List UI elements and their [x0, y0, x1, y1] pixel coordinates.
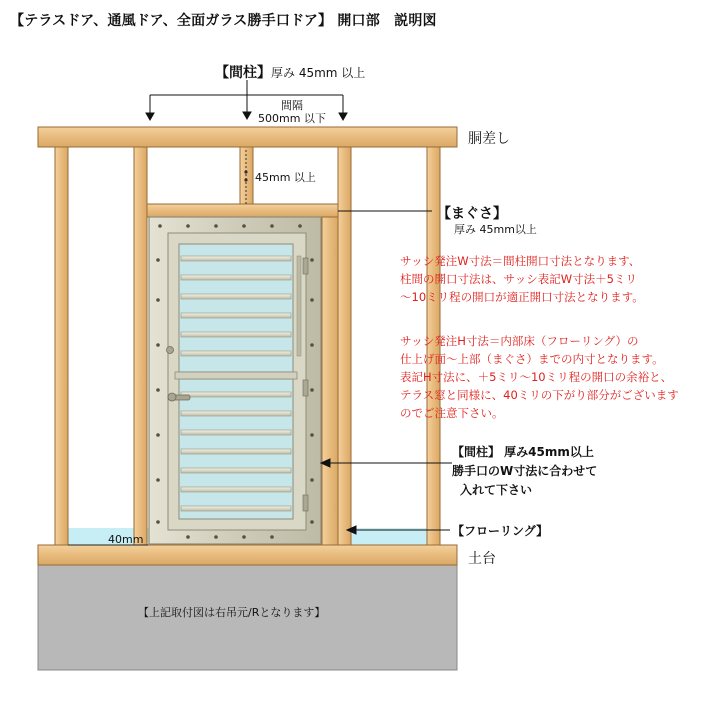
mabashira-side-line: 入れて下さい	[460, 483, 533, 497]
dim-40-label: 40mm	[108, 533, 144, 546]
door-side-stud	[322, 217, 338, 545]
mabashira-side-label	[452, 443, 597, 500]
left-post	[55, 147, 68, 545]
note-w-line: サッシ発注W寸法＝間柱開口寸法となります、	[400, 254, 641, 268]
note-w	[400, 252, 644, 306]
note-h-line: のでご注意下さい。	[400, 406, 504, 420]
louver-handle-bar	[297, 256, 301, 356]
mabashira-top-label	[215, 62, 365, 82]
note-h-line: サッシ発注H寸法＝内部床（フローリング）の	[400, 334, 639, 348]
gap-45-label: 45mm 以上	[255, 171, 316, 184]
left-stud	[134, 147, 147, 545]
dousashi-label: 胴差し	[468, 131, 510, 147]
spacing-label-1: 間隔	[281, 99, 303, 112]
magusa-header	[147, 204, 338, 217]
note-h-line: テラス窓と同様に、40ミリの下がり部分がございます	[400, 388, 679, 402]
mabashira-side-line: 勝手口のW寸法に合わせて	[452, 464, 598, 478]
dodai-label: 土台	[468, 551, 496, 567]
spacing-label-2: 500mm 以下	[258, 112, 326, 125]
note-h-line: 表記H寸法に、＋5ミリ～10ミリ程の開口の余裕と、	[400, 370, 673, 384]
note-h-line: 仕上げ面～上部（まぐさ）までの内寸となります。	[400, 352, 664, 366]
mabashira-top-text: 厚み 45mm 以上	[271, 66, 366, 80]
right-stud	[338, 147, 351, 545]
foundation-note: 【上記取付図は右吊元/Rとなります】	[138, 606, 326, 619]
page-title: 【テラスドア、通風ドア、全面ガラス勝手口ドア】 開口部 説明図	[10, 13, 437, 29]
mabashira-top-bracket: 【間柱】	[215, 65, 271, 81]
dousashi-beam	[38, 127, 457, 147]
flooring-label: 【フローリング】	[452, 524, 549, 538]
note-w-line: ～10ミリ程の開口が適正開口寸法となります。	[400, 290, 644, 304]
magusa-text: 厚み 45mm以上	[454, 223, 537, 236]
note-h	[400, 332, 679, 422]
note-w-line: 柱間の開口寸法は、サッシ表記W寸法＋5ミリ	[400, 272, 637, 286]
dodai-beam	[38, 545, 457, 565]
mabashira-side-line: 【間柱】 厚み45mm以上	[452, 445, 594, 459]
door-mid-rail	[175, 372, 297, 379]
magusa-bracket: 【まぐさ】	[437, 206, 507, 222]
